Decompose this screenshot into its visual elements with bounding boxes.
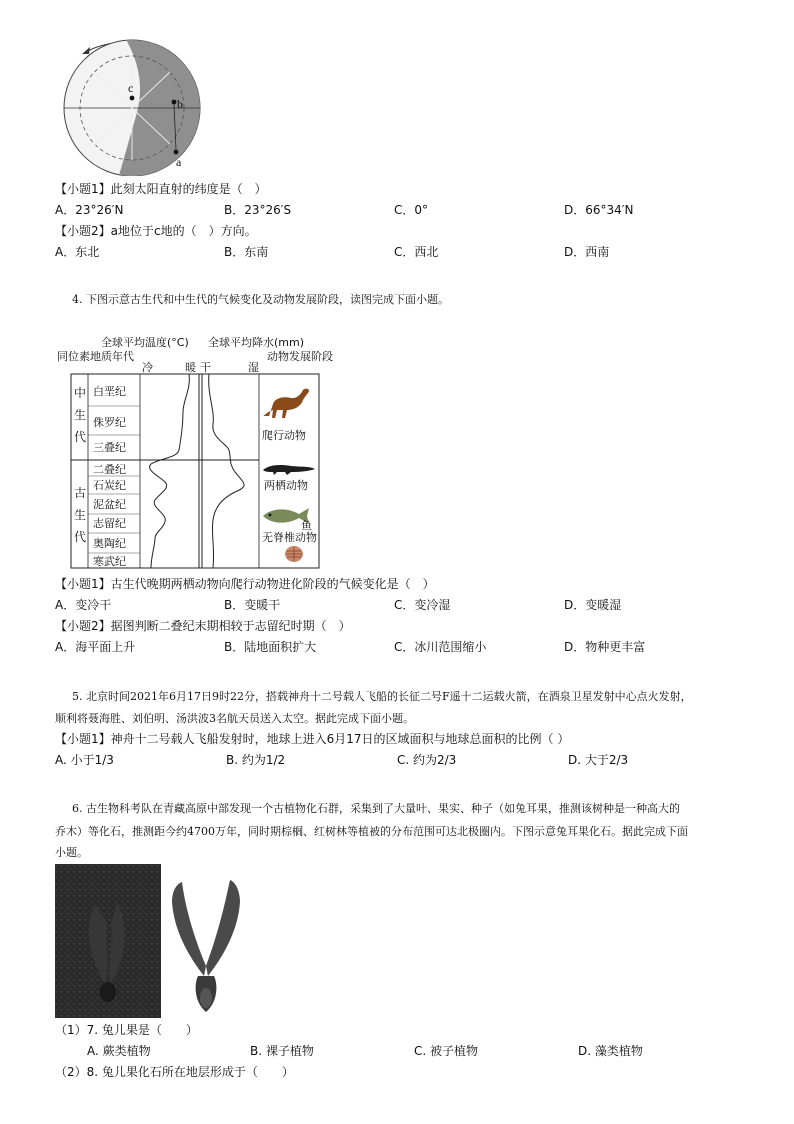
period-cambrian: 寒武纪	[93, 555, 126, 568]
animal-amphibian-label: 两栖动物	[264, 479, 308, 492]
point-c-marker	[130, 96, 135, 101]
axis-wet: 湿	[248, 361, 259, 374]
point-b-marker	[172, 100, 177, 105]
q4-sub2-option-a[interactable]: A．海平面上升	[55, 640, 136, 654]
q5-intro-line-2: 顺利将聂海胜、刘伯明、汤洪波3名航天员送入太空。据此完成下面小题。	[55, 712, 414, 725]
era-paleozoic-char-1: 古	[74, 486, 87, 500]
era-header: 同位素地质年代	[57, 350, 134, 363]
animal-reptile-label: 爬行动物	[262, 429, 306, 442]
q4-sub2-option-c[interactable]: C．冰川范围缩小	[394, 640, 487, 654]
era-mesozoic-char-2: 生	[74, 408, 87, 422]
q6-sub7-option-b[interactable]: B. 裸子植物	[250, 1044, 314, 1058]
q3-sub1-option-c[interactable]: C．0°	[394, 203, 429, 217]
period-cretaceous: 白垩纪	[93, 385, 126, 398]
era-mesozoic-char-1: 中	[74, 386, 87, 400]
q6-sub8-stem: （2）8. 兔儿果化石所在地层形成于（ ）	[55, 1065, 294, 1079]
era-paleozoic-char-3: 代	[74, 530, 87, 544]
period-ordovician: 奥陶纪	[93, 537, 126, 550]
point-a-marker	[174, 150, 179, 155]
fossil-photo	[55, 864, 161, 1018]
q4-sub1-stem: 【小题1】古生代晚期两栖动物向爬行动物进化阶段的气候变化是（ ）	[55, 577, 435, 591]
q3-sub2-option-d[interactable]: D．西南	[564, 245, 610, 259]
period-triassic: 三叠纪	[93, 441, 126, 454]
animal-fish-label: 鱼	[301, 519, 312, 532]
era-paleozoic-char-2: 生	[74, 508, 87, 522]
era-mesozoic-char-3: 代	[74, 430, 87, 444]
q4-sub2-stem: 【小题2】据图判断二叠纪末期相较于志留纪时期（ ）	[55, 619, 351, 633]
point-c-label: c	[128, 81, 134, 95]
q3-sub1-option-b[interactable]: B．23°26′S	[224, 203, 292, 217]
axis-cold: 冷	[142, 361, 153, 374]
q4-sub2-option-b[interactable]: B．陆地面积扩大	[224, 640, 317, 654]
q5-sub1-option-b[interactable]: B. 约为1/2	[226, 753, 286, 767]
q5-sub1-stem: 【小题1】神舟十二号载人飞船发射时，地球上进入6月17日的区域面积与地球总面积的比例（ ）	[55, 732, 570, 746]
q5-sub1-option-c[interactable]: C. 约为2/3	[397, 753, 457, 767]
period-jurassic: 侏罗纪	[93, 416, 126, 429]
temp-header: 全球平均温度(°C)	[101, 336, 189, 349]
animal-invertebrate-label: 无脊椎动物	[262, 531, 317, 544]
amphibian-icon	[261, 462, 317, 476]
period-permian: 二叠纪	[93, 463, 126, 476]
q4-sub1-option-b[interactable]: B．变暖干	[224, 598, 281, 612]
rotation-arrowhead	[82, 47, 90, 54]
point-b-label: b	[177, 97, 183, 111]
q6-intro-line-1: 6. 古生物科考队在青藏高原中部发现一个古植物化石群，采集到了大量叶、果实、种子（如兔耳果，推测该树种是一种高大的	[72, 802, 680, 815]
point-a-label: a	[176, 155, 182, 169]
q3-sub2-option-b[interactable]: B．东南	[224, 245, 269, 259]
climate-chart	[55, 334, 333, 570]
q4-sub1-option-c[interactable]: C．变冷湿	[394, 598, 451, 612]
q6-sub7-option-a[interactable]: A. 蕨类植物	[87, 1044, 151, 1058]
q3-sub2-stem: 【小题2】a地位于c地的（ ）方向。	[55, 224, 257, 238]
axis-warm: 暖	[185, 361, 196, 374]
q4-sub1-option-a[interactable]: A．变冷干	[55, 598, 112, 612]
precipitation-curve	[209, 374, 244, 568]
q5-sub1-option-d[interactable]: D. 大于2/3	[568, 753, 629, 767]
q3-sub2-option-c[interactable]: C．西北	[394, 245, 439, 259]
animal-header: 动物发展阶段	[267, 350, 333, 363]
q5-intro-line-1: 5. 北京时间2021年6月17日9时22分，搭载神舟十二号载人飞船的长征二号F遥十二运载火箭，在酒泉卫星发射中心点火发射，	[72, 690, 692, 703]
q6-sub7-stem: （1）7. 兔儿果是（ ）	[55, 1023, 198, 1037]
q4-intro: 4. 下图示意古生代和中生代的气候变化及动物发展阶段，读图完成下面小题。	[72, 293, 449, 306]
temperature-curve	[150, 374, 190, 568]
q6-sub7-option-c[interactable]: C. 被子植物	[414, 1044, 479, 1058]
q6-intro-line-3: 小题。	[55, 846, 88, 859]
axis-dry: 干	[200, 361, 211, 374]
q3-sub1-stem: 【小题1】此刻太阳直射的纬度是（ ）	[55, 182, 267, 196]
precip-header: 全球平均降水(mm)	[208, 336, 305, 349]
q4-sub2-option-d[interactable]: D．物种更丰富	[564, 640, 646, 654]
q5-sub1-option-a[interactable]: A. 小于1/3	[55, 753, 114, 767]
period-silurian: 志留纪	[93, 517, 126, 530]
q6-sub7-option-d[interactable]: D. 藻类植物	[578, 1044, 643, 1058]
dinosaur-icon	[261, 386, 317, 422]
period-carboniferous: 石炭纪	[93, 479, 126, 492]
q6-intro-line-2: 乔木）等化石，推测距今约4700万年，同时期棕榈、红树林等植被的分布范围可达北极圈内。下图示意兔耳果化石。据此完成下面	[55, 825, 688, 838]
period-devonian: 泥盆纪	[93, 498, 126, 511]
q3-sub1-option-a[interactable]: A．23°26′N	[55, 203, 124, 217]
globe-diagram	[52, 36, 212, 176]
q3-sub1-option-d[interactable]: D．66°34′N	[564, 203, 634, 217]
q3-sub2-option-a[interactable]: A．东北	[55, 245, 100, 259]
fossil-drawing	[168, 872, 244, 1018]
q4-sub1-option-d[interactable]: D．变暖湿	[564, 598, 622, 612]
trilobite-icon	[283, 544, 305, 564]
